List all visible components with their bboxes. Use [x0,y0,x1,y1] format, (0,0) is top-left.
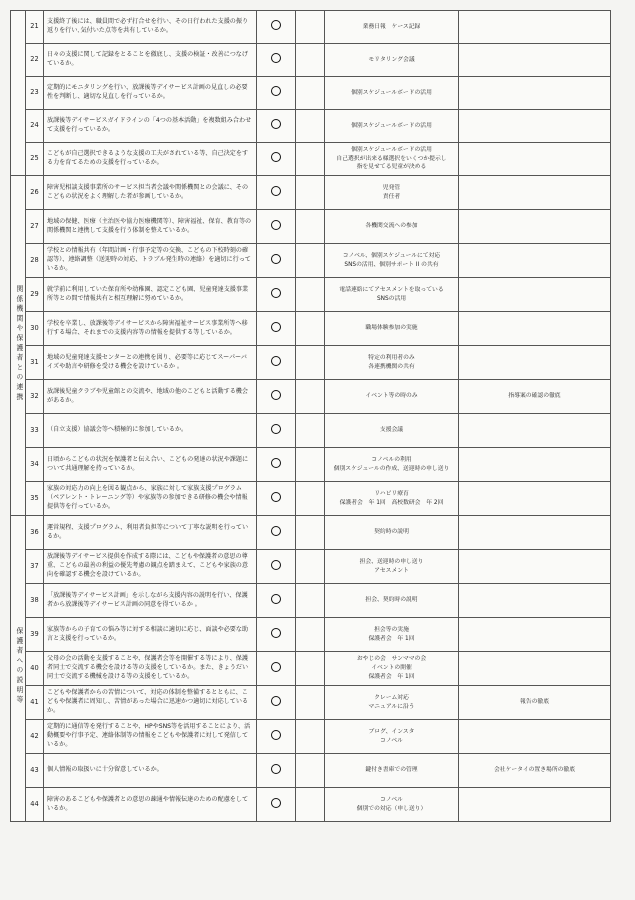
circle-mark-icon [271,20,281,30]
item-number: 39 [26,618,44,652]
remark-cell [459,143,611,176]
item-text: 日々の支援に関して記録をとることを徹底し、支援の検証・改善につなげているか。 [44,44,257,77]
item-number: 32 [26,380,44,414]
table-row [11,346,611,380]
improvement-note [325,380,459,414]
item-text: 就学前に利用していた保育所や幼稚園、認定こども園、児童発達支援事業所等との間で情報共有と相互理解に努めているか。 [44,278,257,312]
note-line: 鍵付き書庫での管理 [365,767,418,774]
no-mark-cell [296,44,325,77]
table-row [11,380,611,414]
no-mark-cell [296,618,325,652]
note-line: 業務日報 ケース記録 [362,23,421,30]
item-text: 家族の対応力の向上を図る観点から、家族に対して家族支援プログラム（ペアレント・トレーニング等）や家族等の参加できる研修の機会や情報提供等を行っているか。 [44,482,257,516]
note-line: 個別での対応（申し送り） [356,805,427,812]
circle-mark-icon [271,86,281,96]
note-line: 担会、契約時の説明 [365,597,418,604]
table-row [11,244,611,278]
improvement-note [325,77,459,110]
yes-mark-cell [257,652,296,686]
note-line: 特定の利用者のみ [368,354,415,361]
circle-mark-icon [271,730,281,740]
item-text: 個人情報の取扱いに十分留意しているか。 [44,754,257,788]
item-text: こどもが自己選択できるような支援の工夫がされている等、自己決定をする力を育てるための支援を行っているか。 [44,143,257,176]
circle-mark-icon [271,390,281,400]
note-line: 職場体験参加の実施 [365,325,418,332]
remark-cell [459,618,611,652]
note-line: 指を見せてる児童が決める [356,164,427,171]
note-line: おやじの会 サンママの会 [356,656,427,663]
improvement-note [325,448,459,482]
table-row [11,754,611,788]
yes-mark-cell [257,210,296,244]
yes-mark-cell [257,11,296,44]
note-line: 個別スケジュールの作成、送迎時の申し送り [333,465,450,472]
category-cell [11,516,26,822]
no-mark-cell [296,346,325,380]
no-mark-cell [296,720,325,754]
yes-mark-cell [257,448,296,482]
no-mark-cell [296,788,325,822]
note-line: 保護者会 年 1回 [368,635,415,642]
item-text: （自立支援）協議会等へ積極的に参加しているか。 [44,414,257,448]
yes-mark-cell [257,720,296,754]
table-row [11,516,611,550]
table-row [11,720,611,754]
table-row [11,584,611,618]
table-row [11,11,611,44]
table-row [11,414,611,448]
remark-cell [459,448,611,482]
no-mark-cell [296,278,325,312]
improvement-note [325,278,459,312]
note-line: イベントの開催 [371,665,412,672]
circle-mark-icon [271,254,281,264]
remark-cell [459,244,611,278]
note-line: ブログ、インスタ [368,728,415,735]
item-text: 放課後等デイサービス提供を作成する際には、こどもや保護者の意思の尊重、こどもの最善の利益の優先考慮の観点を踏まえて、こどもや家族の意向を確認する機会を設けているか。 [44,550,257,584]
no-mark-cell [296,516,325,550]
yes-mark-cell [257,346,296,380]
item-text: 地域の児童発達支援センターとの連携を図り、必要等に応じてスーパーバイズや助言や研修を受ける機会を設けているか 。 [44,346,257,380]
yes-mark-cell [257,788,296,822]
item-text: 家族等からの子育ての悩み等に対する相談に適切に応じ、面談や必要な助言と支援を行っているか。 [44,618,257,652]
item-number: 27 [26,210,44,244]
table-row [11,77,611,110]
no-mark-cell [296,584,325,618]
item-number: 28 [26,244,44,278]
circle-mark-icon [271,628,281,638]
item-number: 25 [26,143,44,176]
note-line: 自己選択が出来る様選択をいくつか提示し [336,155,447,162]
item-number: 37 [26,550,44,584]
improvement-note [325,110,459,143]
note-line: クレーム対応 [374,694,409,701]
remark-cell [459,414,611,448]
item-number: 34 [26,448,44,482]
yes-mark-cell [257,550,296,584]
circle-mark-icon [271,288,281,298]
item-text: 障害のあるこどもや保護者との意思の疎通や情報伝達のための配慮をしているか。 [44,788,257,822]
note-line: コノベル [380,737,403,744]
category-label: 保護者への説明等 [14,627,23,706]
circle-mark-icon [271,492,281,502]
table-row [11,210,611,244]
item-number: 33 [26,414,44,448]
circle-mark-icon [271,696,281,706]
item-text: 父母の会の活動を支援することや、保護者会等を開催する等により、保護者同士で交流する機会を設ける等の支援をしているか。また、きょうだい同士で交流する機械を設ける等の支援をしているか。 [44,652,257,686]
table-row [11,278,611,312]
circle-mark-icon [271,458,281,468]
remark-cell [459,584,611,618]
item-number: 38 [26,584,44,618]
item-number: 31 [26,346,44,380]
no-mark-cell [296,143,325,176]
improvement-note [325,550,459,584]
note-line: 担会、送迎時の申し送り [359,558,424,565]
remark-cell [459,346,611,380]
remark-cell [459,652,611,686]
evaluation-table [10,10,611,822]
no-mark-cell [296,550,325,584]
yes-mark-cell [257,143,296,176]
no-mark-cell [296,754,325,788]
table-row [11,448,611,482]
note-line: モリタリング会議 [368,56,415,63]
improvement-note [325,244,459,278]
item-text: 学校を卒業し、放課後等デイサービスから障害福祉サービス事業所等へ移行する場合、それまでの支援内容等の情報を提供する等しているか。 [44,312,257,346]
note-line: 責任者 [382,193,401,200]
remark-cell [459,210,611,244]
circle-mark-icon [271,798,281,808]
note-line: 支援会議 [379,427,404,434]
table-row [11,652,611,686]
category-label: 関係機関や保護者との連携 [14,284,23,403]
category-cell [11,11,26,176]
no-mark-cell [296,244,325,278]
table-row [11,686,611,720]
table-row [11,110,611,143]
item-number: 21 [26,11,44,44]
yes-mark-cell [257,44,296,77]
improvement-note [325,652,459,686]
note-line: アセスメント [374,567,409,574]
note-line: コノベルの利用 [371,456,412,463]
note-line: 保護者会 年 1回 [368,673,415,680]
remark-cell [459,77,611,110]
circle-mark-icon [271,152,281,162]
improvement-note [325,720,459,754]
item-text: 日頃からこどもの状況を保護者と伝え合い、こどもの発達の状況や課題について共通理解を持っているか。 [44,448,257,482]
note-line: 個別スケジュールボードの活用 [351,89,432,96]
item-text: 障害児相談支援事業所のサービス担当者会議や関係機関との会議に、そのこどもの状況をよく理解した者が参画しているか。 [44,176,257,210]
circle-mark-icon [271,764,281,774]
circle-mark-icon [271,186,281,196]
item-text: 「放課後等デイサービス計画」を示しながら支援内容の説明を行い、保護者から放課後等デイサービス計画の同意を得ているか 。 [44,584,257,618]
item-text: 定期的に通信等を発行することや、HPやSNS等を活用することにより、活動概要や行事予定、連絡体制等の情報をこどもや保護者に対して発信しているか。 [44,720,257,754]
item-text: 地域の保健、医療（主治医や協力医療機関等）、障害福祉、保育、教育等の関係機関と連携して支援を行う体制を整えているか。 [44,210,257,244]
yes-mark-cell [257,77,296,110]
improvement-note [325,44,459,77]
note-line: 担会等の実施 [374,626,409,633]
note-line: コノベル [380,796,403,803]
item-text: 支援終了後には、職員間で必ず打合せを行い、その日行われた支援の振り返りを行い､気付いた点等を共有しているか。 [44,11,257,44]
item-number: 29 [26,278,44,312]
circle-mark-icon [271,356,281,366]
item-number: 44 [26,788,44,822]
table-row [11,550,611,584]
item-number: 40 [26,652,44,686]
item-number: 36 [26,516,44,550]
item-number: 26 [26,176,44,210]
item-number: 22 [26,44,44,77]
remark-cell [459,110,611,143]
circle-mark-icon [271,560,281,570]
item-text: こどもや保護者からの苦情について、対応の体制を整備するとともに、こどもや保護者に周知し、苦情があった場合に迅速かつ適切に対応しているか。 [44,686,257,720]
no-mark-cell [296,482,325,516]
no-mark-cell [296,210,325,244]
yes-mark-cell [257,312,296,346]
improvement-note [325,312,459,346]
item-number: 42 [26,720,44,754]
evaluation-sheet [10,10,622,855]
note-line: イベント等の時のみ [365,393,418,400]
category-cell [11,176,26,516]
item-number: 43 [26,754,44,788]
circle-mark-icon [271,662,281,672]
item-number: 35 [26,482,44,516]
remark-cell: 会社ケータイの置き場所の徹底 [459,754,611,788]
no-mark-cell [296,176,325,210]
improvement-note [325,482,459,516]
item-number: 30 [26,312,44,346]
table-row [11,143,611,176]
improvement-note [325,516,459,550]
note-line: 個別スケジュールボードの活用 [351,122,432,129]
improvement-note [325,788,459,822]
circle-mark-icon [271,322,281,332]
note-line: 各機関交流への参加 [365,223,418,230]
no-mark-cell [296,11,325,44]
improvement-note [325,11,459,44]
item-text: 放課後等デイサービスガイドラインの「4つの基本活動」を複数組み合わせて支援を行っているか。 [44,110,257,143]
item-number: 23 [26,77,44,110]
circle-mark-icon [271,526,281,536]
improvement-note [325,143,459,176]
improvement-note [325,346,459,380]
improvement-note [325,414,459,448]
note-line: SNSの活用 [376,295,407,302]
note-line: 契約時の説明 [374,529,409,536]
circle-mark-icon [271,53,281,63]
yes-mark-cell [257,176,296,210]
improvement-note [325,686,459,720]
no-mark-cell [296,312,325,346]
yes-mark-cell [257,110,296,143]
remark-cell [459,312,611,346]
remark-cell [459,720,611,754]
table-row [11,788,611,822]
improvement-note [325,618,459,652]
item-text: 学校との情報共有（年間計画・行事予定等の交換、こどもの下校時刻の確認等）、連絡調整（送迎時の対応、トラブル発生時の連絡）を適切に行っているか。 [44,244,257,278]
table-row [11,44,611,77]
no-mark-cell [296,448,325,482]
yes-mark-cell [257,414,296,448]
table-row [11,618,611,652]
remark-cell [459,11,611,44]
remark-cell: 指導案の確認の徹底 [459,380,611,414]
table-row [11,312,611,346]
circle-mark-icon [271,424,281,434]
yes-mark-cell [257,618,296,652]
item-number: 24 [26,110,44,143]
improvement-note [325,176,459,210]
no-mark-cell [296,380,325,414]
yes-mark-cell [257,754,296,788]
note-line: 各連携機関の共有 [368,363,415,370]
no-mark-cell [296,686,325,720]
yes-mark-cell [257,278,296,312]
circle-mark-icon [271,119,281,129]
no-mark-cell [296,110,325,143]
item-number: 41 [26,686,44,720]
remark-cell [459,788,611,822]
note-line: 保護者会 年 1回 高校数研会 年 2回 [339,499,444,506]
remark-cell [459,176,611,210]
table-row [11,482,611,516]
improvement-note [325,210,459,244]
item-text: 定期的にモニタリングを行い、放課後等デイサービス計画の見直しの必要性を判断し、適切な見直しを行っているか。 [44,77,257,110]
yes-mark-cell [257,516,296,550]
table-row [11,176,611,210]
remark-cell [459,550,611,584]
remark-cell [459,516,611,550]
remark-cell: 報告の徹底 [459,686,611,720]
note-line: 児発管 [382,184,401,191]
note-line: リハビリ療育 [374,490,409,497]
note-line: SNSの活用、個別サポート II の共有 [344,261,439,268]
improvement-note [325,754,459,788]
note-line: 電話連絡にてアセスメントを取っている [339,286,444,293]
improvement-note [325,584,459,618]
yes-mark-cell [257,686,296,720]
remark-cell [459,278,611,312]
note-line: コノベル、個別スケジュールにて対応 [342,252,441,259]
note-line: マニュアルに沿う [368,703,415,710]
no-mark-cell [296,414,325,448]
circle-mark-icon [271,220,281,230]
item-text: 運営規程、支援プログラム、利用者負担等について丁寧な説明を行っているか。 [44,516,257,550]
no-mark-cell [296,652,325,686]
yes-mark-cell [257,244,296,278]
note-line: 個別スケジュールボードの活用 [351,146,432,153]
item-text: 放課後児童クラブや児童館との交流や、地域の他のこどもと活動する機会があるか。 [44,380,257,414]
remark-cell [459,482,611,516]
yes-mark-cell [257,380,296,414]
yes-mark-cell [257,482,296,516]
no-mark-cell [296,77,325,110]
circle-mark-icon [271,594,281,604]
remark-cell [459,44,611,77]
yes-mark-cell [257,584,296,618]
